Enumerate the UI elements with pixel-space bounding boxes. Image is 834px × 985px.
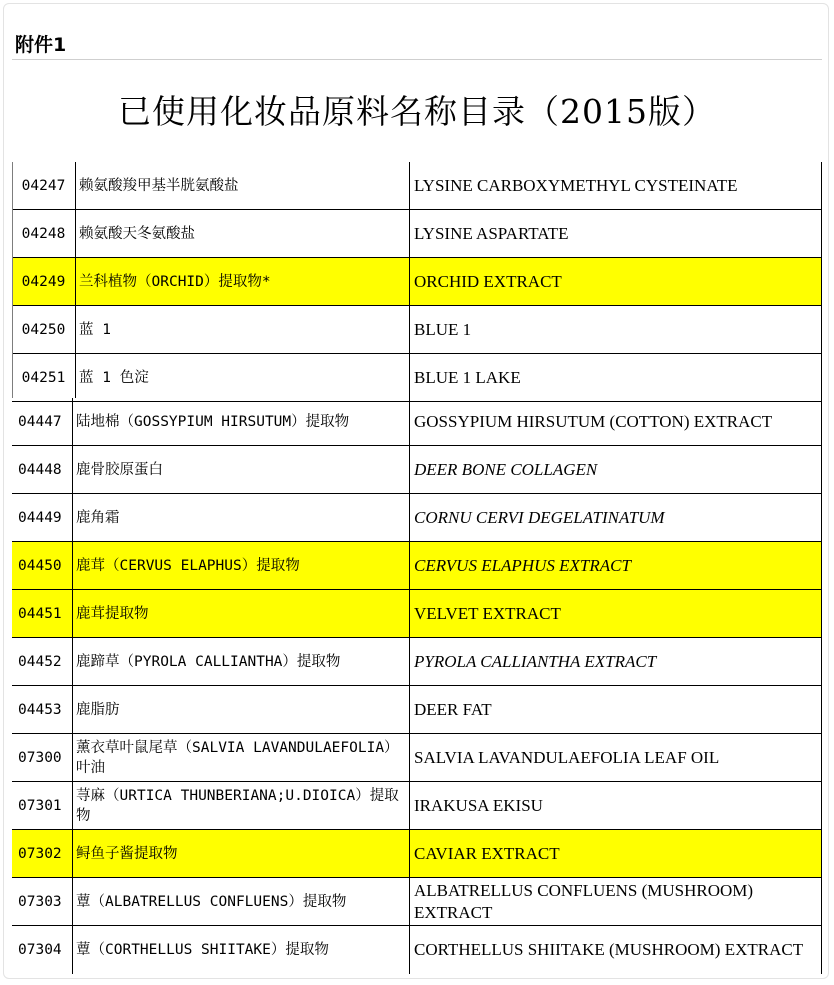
- ingredient-table-segment-1: [12, 162, 822, 398]
- ingredient-inci-name: BLUE 1 LAKE: [414, 368, 521, 387]
- ingredient-code: 04251: [21, 370, 66, 386]
- ingredient-chinese-name: 蓝 1 色淀: [79, 370, 149, 386]
- table-row: [12, 878, 822, 926]
- ingredient-code: 04447: [18, 414, 62, 430]
- ingredient-chinese-name: 鹿骨胶原蛋白: [76, 462, 163, 478]
- ingredient-chinese-name: 兰科植物（ORCHID）提取物*: [79, 274, 271, 290]
- ingredient-chinese-name: 鹿角霜: [76, 510, 120, 526]
- ingredient-code: 04247: [21, 178, 66, 194]
- ingredient-code: 07303: [18, 894, 62, 910]
- ingredient-code: 04451: [18, 606, 62, 622]
- table-row: [12, 162, 822, 210]
- ingredient-code: 07300: [18, 750, 62, 766]
- ingredient-code: 04249: [21, 274, 66, 290]
- header-divider: [12, 59, 822, 60]
- table-row: [12, 638, 822, 686]
- table-row: [12, 354, 822, 402]
- ingredient-inci-name: ALBATRELLUS CONFLUENS (MUSHROOM) EXTRACT: [414, 881, 754, 922]
- table-row: [12, 258, 822, 306]
- table-row: [12, 590, 822, 638]
- table-row: [12, 734, 822, 782]
- column-divider: [409, 162, 410, 398]
- table-row: [12, 446, 822, 494]
- ingredient-inci-name: BLUE 1: [414, 320, 472, 339]
- ingredient-code: 04248: [21, 226, 66, 242]
- ingredient-code: 04250: [21, 322, 66, 338]
- ingredient-inci-name: DEER BONE COLLAGEN: [414, 460, 598, 479]
- ingredient-table-segment-2: [12, 398, 822, 974]
- ingredient-chinese-name: 鹿茸提取物: [76, 606, 149, 622]
- ingredient-inci-name: SALVIA LAVANDULAEFOLIA LEAF OIL: [414, 748, 720, 767]
- ingredient-chinese-name: 陆地棉（GOSSYPIUM HIRSUTUM）提取物: [76, 414, 350, 430]
- ingredient-inci-name: ORCHID EXTRACT: [414, 272, 562, 291]
- ingredient-chinese-name: 蕈（ALBATRELLUS CONFLUENS）提取物: [76, 894, 347, 910]
- ingredient-chinese-name: 赖氨酸天冬氨酸盐: [79, 226, 195, 242]
- column-divider: [821, 398, 822, 974]
- attachment-label: 附件1: [15, 34, 67, 56]
- ingredient-inci-name: CORNU CERVI DEGELATINATUM: [414, 508, 665, 527]
- table-row: [12, 830, 822, 878]
- ingredient-code: 07304: [18, 942, 62, 958]
- ingredient-code: 07302: [18, 846, 62, 862]
- ingredient-inci-name: DEER FAT: [414, 700, 492, 719]
- ingredient-inci-name: LYSINE CARBOXYMETHYL CYSTEINATE: [414, 176, 738, 195]
- table-row: [12, 210, 822, 258]
- ingredient-chinese-name: 鹿脂肪: [76, 702, 120, 718]
- column-divider: [75, 162, 76, 398]
- ingredient-chinese-name: 赖氨酸羧甲基半胱氨酸盐: [79, 178, 239, 194]
- ingredient-inci-name: VELVET EXTRACT: [414, 604, 561, 623]
- ingredient-code: 04453: [18, 702, 62, 718]
- table-row: [12, 686, 822, 734]
- ingredient-chinese-name: 蓝 1: [79, 322, 111, 338]
- ingredient-inci-name: LYSINE ASPARTATE: [414, 224, 569, 243]
- ingredient-chinese-name: 蕈（CORTHELLUS SHIITAKE）提取物: [76, 942, 329, 958]
- column-divider: [409, 398, 410, 974]
- ingredient-inci-name: CAVIAR EXTRACT: [414, 844, 560, 863]
- ingredient-code: 07301: [18, 798, 62, 814]
- ingredient-inci-name: GOSSYPIUM HIRSUTUM (COTTON) EXTRACT: [414, 412, 773, 431]
- ingredient-code: 04452: [18, 654, 62, 670]
- ingredient-chinese-name: 鹿茸（CERVUS ELAPHUS）提取物: [76, 558, 300, 574]
- ingredient-code: 04449: [18, 510, 62, 526]
- column-divider: [72, 398, 73, 974]
- ingredient-inci-name: PYROLA CALLIANTHA EXTRACT: [414, 652, 657, 671]
- table-row: [12, 398, 822, 446]
- ingredient-chinese-name: 鹿蹄草（PYROLA CALLIANTHA）提取物: [76, 654, 341, 670]
- ingredient-inci-name: CERVUS ELAPHUS EXTRACT: [414, 556, 631, 575]
- ingredient-code: 04448: [18, 462, 62, 478]
- table-row: [12, 926, 822, 974]
- page-title: 已使用化妆品原料名称目录（2015版）: [118, 92, 716, 131]
- table-row: [12, 306, 822, 354]
- ingredient-chinese-name: 荨麻（URTICA THUNBERIANA;U.DIOICA）提取物: [76, 788, 399, 824]
- column-divider: [12, 162, 13, 398]
- column-divider: [821, 162, 822, 398]
- ingredient-chinese-name: 薰衣草叶鼠尾草（SALVIA LAVANDULAEFOLIA）叶油: [76, 740, 399, 776]
- table-row: [12, 494, 822, 542]
- table-row: [12, 782, 822, 830]
- ingredient-code: 04450: [18, 558, 62, 574]
- table-row: [12, 542, 822, 590]
- ingredient-inci-name: CORTHELLUS SHIITAKE (MUSHROOM) EXTRACT: [414, 940, 804, 959]
- ingredient-inci-name: IRAKUSA EKISU: [414, 796, 543, 815]
- ingredient-chinese-name: 鲟鱼子酱提取物: [76, 846, 178, 862]
